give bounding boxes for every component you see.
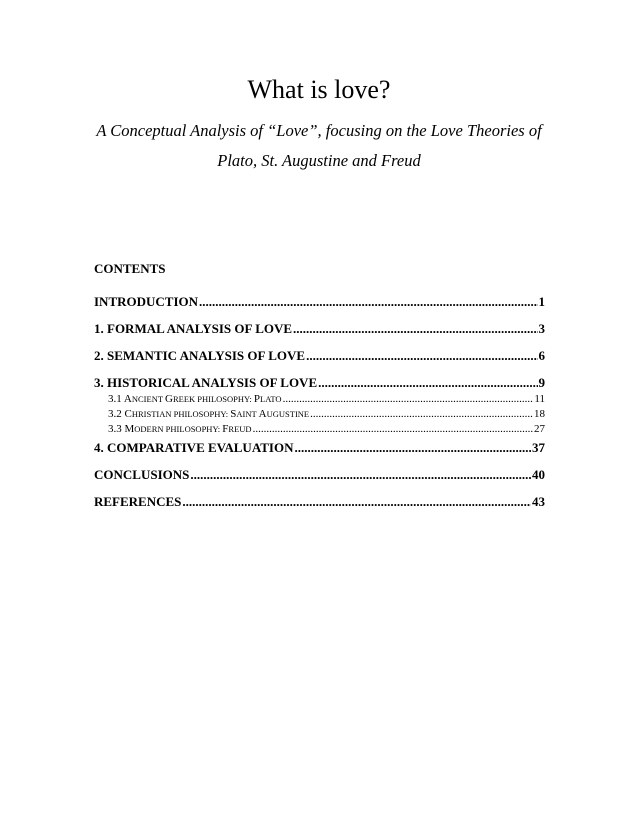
toc-subentry-plato[interactable] [94,392,545,407]
toc-page-number: 43 [532,494,545,509]
toc-page-number: 37 [532,440,545,455]
toc-entry-conclusions[interactable] [94,467,545,483]
toc-dot-leader [283,392,534,407]
toc-page-number: 27 [534,423,545,435]
toc-dot-leader [293,321,537,337]
toc-dot-leader [306,348,537,364]
toc-page-number: 3 [538,321,545,336]
toc-sublist-historical [94,392,545,437]
toc-subentry-label: 3.1 ANCIENT GREEK PHILOSOPHY: PLATO [108,393,282,405]
toc-entry-label: INTRODUCTION [94,294,199,309]
document-subtitle [90,116,548,176]
toc-subentry-label: 3.3 MODERN PHILOSOPHY: FREUD [108,423,252,435]
toc-entry-semantic-analysis[interactable] [94,348,545,364]
toc-dot-leader [199,294,537,310]
toc-dot-leader [182,494,531,510]
toc-subentry-label: 3.2 CHRISTIAN PHILOSOPHY: SAINT AUGUSTINE [108,408,310,420]
toc-dot-leader [253,422,533,437]
toc-page-number: 9 [538,375,545,390]
toc-entry-historical-analysis[interactable] [94,375,545,391]
subtitle-line-2: Plato, St. Augustine and Freud [217,151,421,170]
toc-entry-label: REFERENCES [94,494,182,509]
toc-entry-label: 3. HISTORICAL ANALYSIS OF LOVE [94,375,318,390]
toc-page-number: 18 [534,408,545,420]
toc-entry-formal-analysis[interactable] [94,321,545,337]
toc-page-number: 11 [534,393,545,405]
toc-entry-introduction[interactable] [94,294,545,310]
toc-entry-comparative-evaluation[interactable] [94,440,545,456]
toc-entry-references[interactable] [94,494,545,510]
toc-subentry-freud[interactable] [94,422,545,437]
toc-entry-label: 2. SEMANTIC ANALYSIS OF LOVE [94,348,306,363]
toc-subentry-augustine[interactable] [94,407,545,422]
toc-dot-leader [318,375,537,391]
toc-dot-leader [294,440,531,456]
document-title: What is love? [247,75,391,104]
toc-page-number: 1 [538,294,545,309]
toc-page-number: 40 [532,467,545,482]
contents-heading: CONTENTS [94,261,166,276]
toc-dot-leader [310,407,533,422]
subtitle-line-1: A Conceptual Analysis of “Love”, focusing on the Love Theories of [96,121,542,140]
table-of-contents [94,294,545,521]
toc-dot-leader [190,467,531,483]
toc-entry-label: 1. FORMAL ANALYSIS OF LOVE [94,321,293,336]
toc-page-number: 6 [538,348,545,363]
toc-entry-label: CONCLUSIONS [94,467,190,482]
toc-entry-label: 4. COMPARATIVE EVALUATION [94,440,294,455]
